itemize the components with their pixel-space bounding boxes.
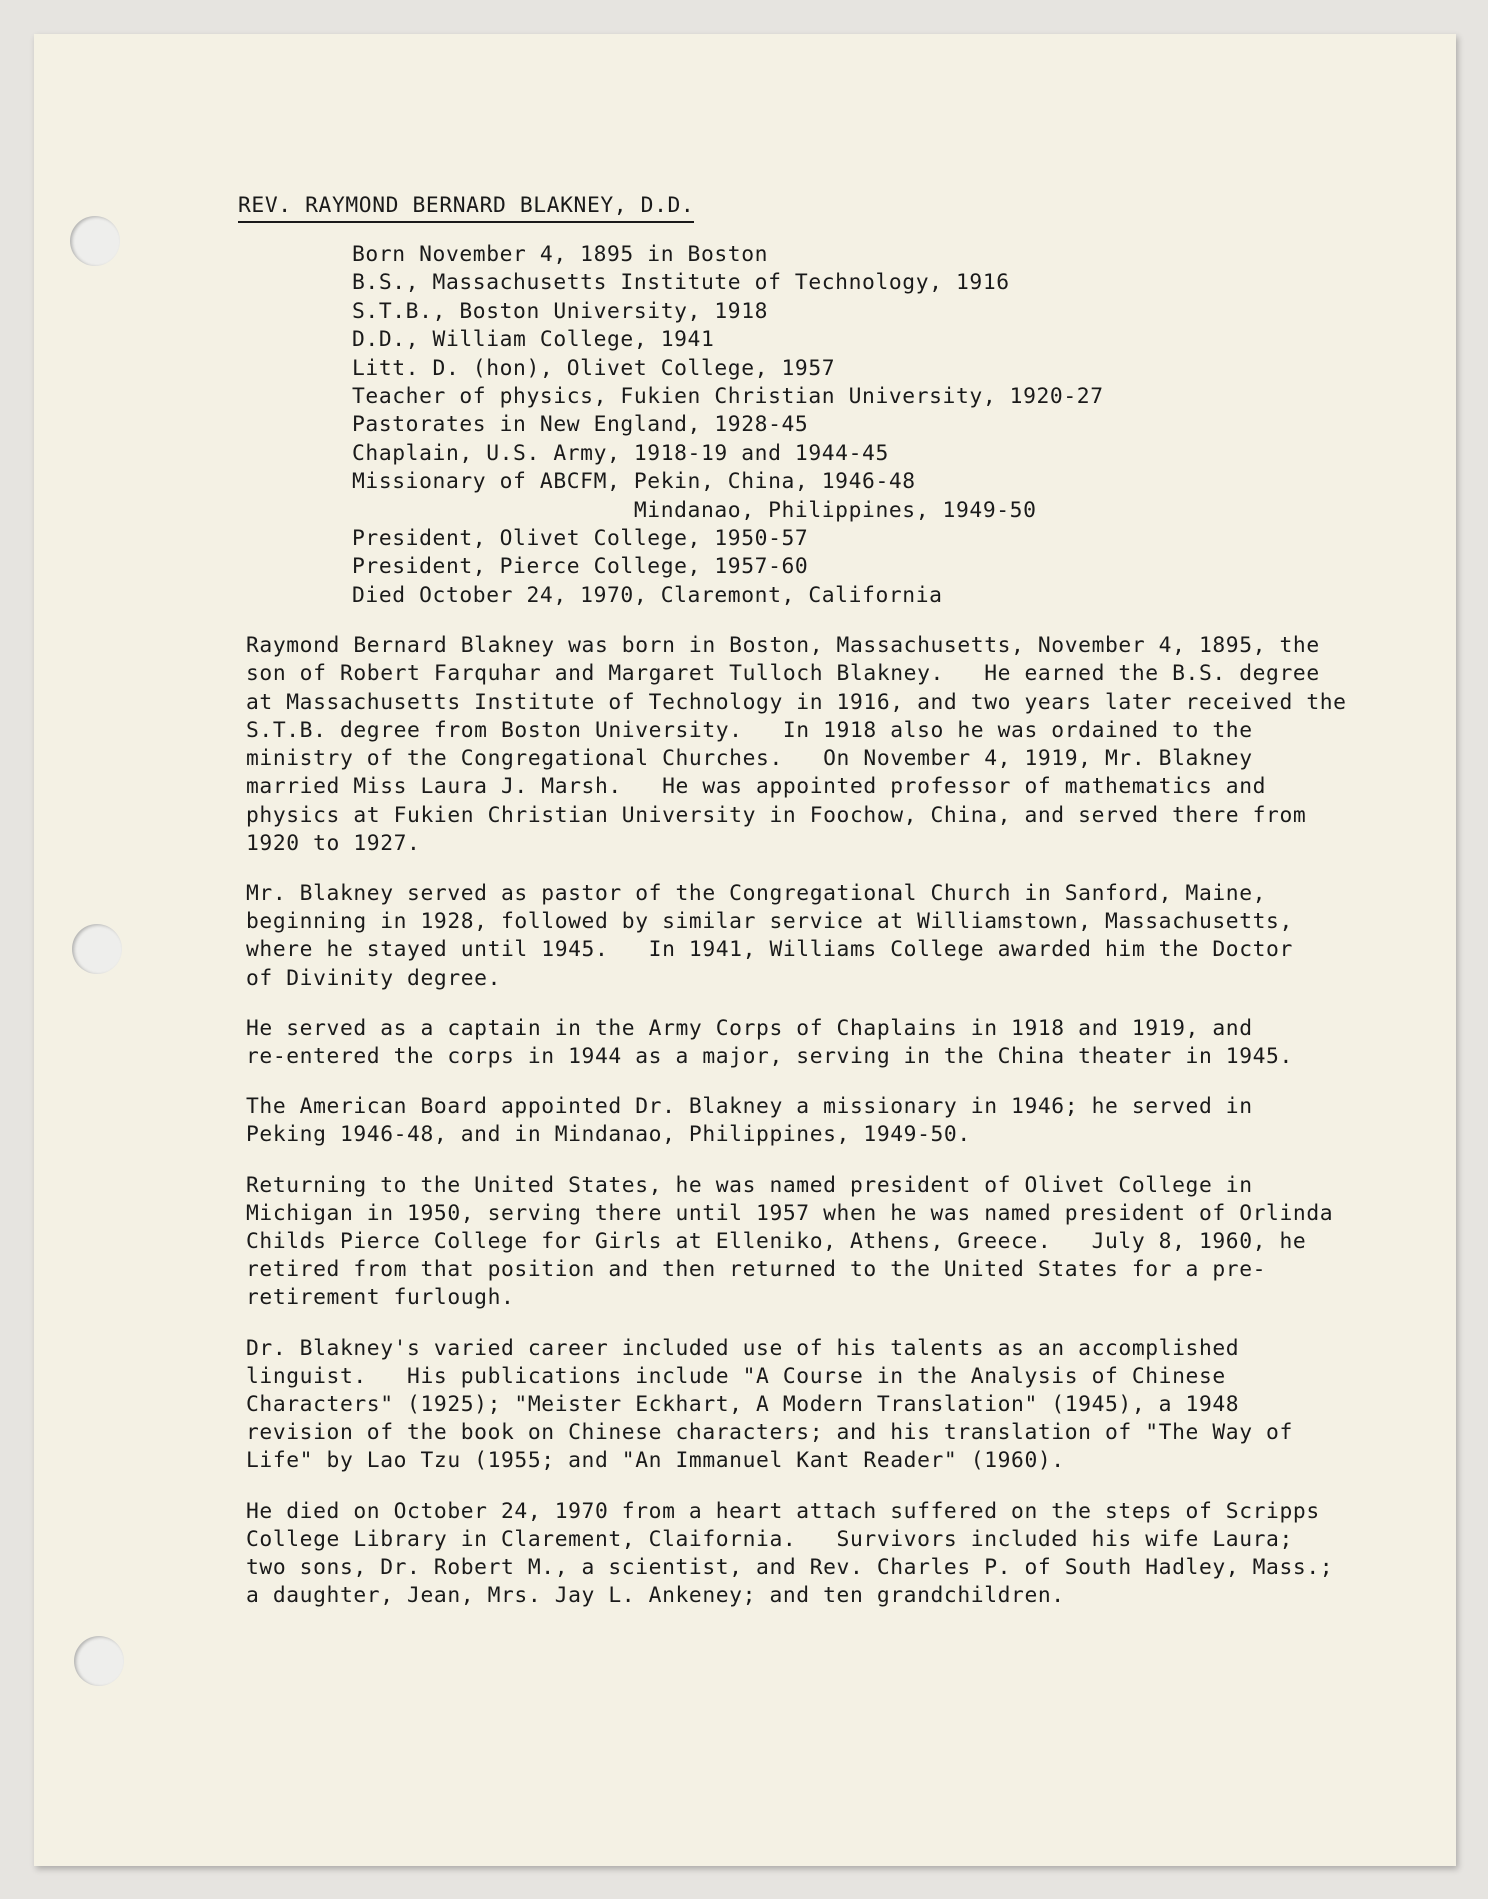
paragraph-line: at Massachusetts Institute of Technology in 1916, and two years later received the <box>246 689 1347 715</box>
fact-line: D.D., William College, 1941 <box>352 327 715 353</box>
paragraph-line: re-entered the corps in 1944 as a major, serving in the China theater in 1945. <box>246 1043 1293 1069</box>
paragraph-line: Life" by Lao Tzu (1955; and "An Immanuel Kant Reader" (1960). <box>246 1448 1065 1474</box>
paragraph-line: 1920 to 1927. <box>246 830 421 856</box>
paragraph-line: linguist. His publications include "A Course in the Analysis of Chinese <box>246 1363 1226 1389</box>
paragraph-line: College Library in Clarement, Claifornia. Survivors included his wife Laura; <box>246 1526 1293 1552</box>
paragraph-line: Dr. Blakney's varied career included use of his talents as an accomplished <box>246 1335 1240 1361</box>
fact-line: Missionary of ABCFM, Pekin, China, 1946-48 <box>352 469 916 495</box>
paragraph-line: of Divinity degree. <box>246 965 502 991</box>
paragraph-line: beginning in 1928, followed by similar service at Williamstown, Massachusetts, <box>246 909 1293 935</box>
body-paragraph <box>246 1172 1416 1313</box>
punch-hole-bottom <box>74 1636 124 1686</box>
paragraph-line: physics at Fukien Christian University in Foochow, China, and served there from <box>246 802 1307 828</box>
document-page <box>34 34 1456 1866</box>
paragraph-line: Mr. Blakney served as pastor of the Congregational Church in Sanford, Maine, <box>246 880 1267 906</box>
body-paragraph <box>246 1498 1416 1611</box>
paragraph-line: revision of the book on Chinese characters; and his translation of "The Way of <box>246 1420 1293 1446</box>
fact-line: Litt. D. (hon), Olivet College, 1957 <box>352 355 836 381</box>
paragraph-line: two sons, Dr. Robert M., a scientist, and Rev. Charles P. of South Hadley, Mass.; <box>246 1554 1334 1580</box>
paragraph-line: where he stayed until 1945. In 1941, Williams College awarded him the Doctor <box>246 937 1293 963</box>
biography-body <box>246 632 1446 1610</box>
punch-hole-top <box>70 216 120 266</box>
body-paragraph <box>246 1015 1416 1071</box>
fact-line: Teacher of physics, Fukien Christian University, 1920-27 <box>352 384 1104 410</box>
fact-line: Born November 4, 1895 in Boston <box>352 242 769 267</box>
document-title: REV. RAYMOND BERNARD BLAKNEY, D.D. <box>238 192 694 223</box>
body-paragraph <box>246 632 1416 858</box>
fact-list <box>352 241 1446 610</box>
paragraph-line: ministry of the Congregational Churches. On November 4, 1919, Mr. Blakney <box>246 746 1253 772</box>
fact-line: Died October 24, 1970, Claremont, California <box>352 582 943 608</box>
document-text <box>238 192 1446 1610</box>
fact-line: Chaplain, U.S. Army, 1918-19 and 1944-45 <box>352 440 889 466</box>
paragraph-line: The American Board appointed Dr. Blakney a missionary in 1946; he served in <box>246 1094 1253 1120</box>
body-paragraph <box>246 1093 1416 1149</box>
paragraph-line: He died on October 24, 1970 from a heart attach suffered on the steps of Scripps <box>246 1498 1320 1524</box>
body-paragraph <box>246 880 1416 993</box>
paragraph-line: Characters" (1925); "Meister Eckhart, A Modern Translation" (1945), a 1948 <box>246 1391 1240 1417</box>
paragraph-line: retired from that position and then returned to the United States for a pre- <box>246 1257 1267 1283</box>
body-paragraph <box>246 1335 1416 1476</box>
fact-line: Pastorates in New England, 1928-45 <box>352 412 809 438</box>
fact-line: S.T.B., Boston University, 1918 <box>352 298 769 324</box>
fact-line: Mindanao, Philippines, 1949-50 <box>352 497 1037 523</box>
paragraph-line: Returning to the United States, he was named president of Olivet College in <box>246 1172 1253 1198</box>
fact-line: President, Pierce College, 1957-60 <box>352 554 809 580</box>
paragraph-line: a daughter, Jean, Mrs. Jay L. Ankeney; and ten grandchildren. <box>246 1583 1065 1609</box>
paragraph-line: Raymond Bernard Blakney was born in Boston, Massachusetts, November 4, 1895, the <box>246 633 1320 659</box>
paragraph-line: Peking 1946-48, and in Mindanao, Philippines, 1949-50. <box>246 1122 971 1148</box>
paragraph-line: Childs Pierce College for Girls at Elleniko, Athens, Greece. July 8, 1960, he <box>246 1228 1307 1254</box>
paragraph-line: married Miss Laura J. Marsh. He was appointed professor of mathematics and <box>246 774 1267 800</box>
fact-line: B.S., Massachusetts Institute of Technology, 1916 <box>352 270 1010 296</box>
paragraph-line: retirement furlough. <box>246 1285 515 1311</box>
paragraph-line: Michigan in 1950, serving there until 1957 when he was named president of Orlinda <box>246 1200 1334 1226</box>
fact-line: President, Olivet College, 1950-57 <box>352 526 809 552</box>
paragraph-line: son of Robert Farquhar and Margaret Tulloch Blakney. He earned the B.S. degree <box>246 661 1320 687</box>
paragraph-line: S.T.B. degree from Boston University. In 1918 also he was ordained to the <box>246 717 1253 743</box>
paragraph-line: He served as a captain in the Army Corps of Chaplains in 1918 and 1919, and <box>246 1015 1253 1041</box>
punch-hole-middle <box>72 924 122 974</box>
